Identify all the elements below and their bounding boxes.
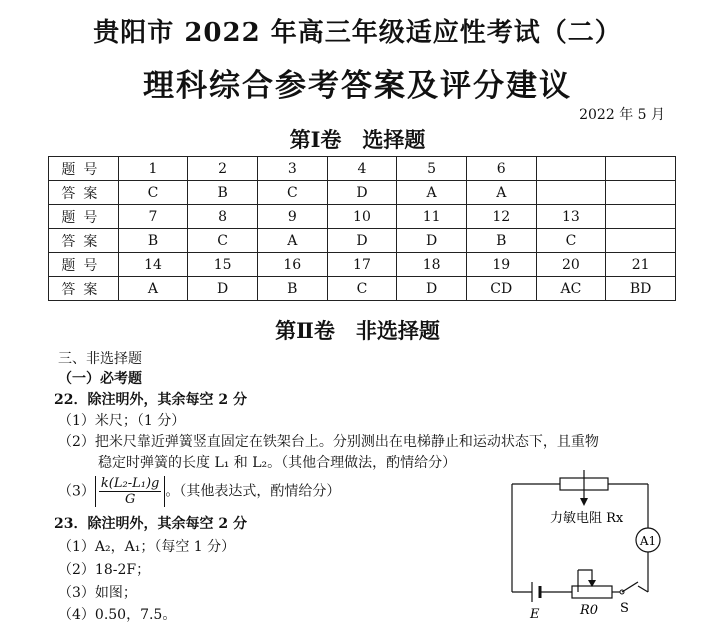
q22-answer-3-prefix: （3） — [58, 483, 95, 500]
exam-title: 贵阳市 2022 年高三年级适应性考试（二） — [93, 18, 622, 48]
question-cell: 6 — [466, 157, 536, 181]
question-cell: 9 — [257, 205, 327, 229]
question-cell: 8 — [188, 205, 258, 229]
answer-cell: A — [257, 229, 327, 253]
question-row-label: 题号 — [49, 157, 119, 181]
question-cell: 4 — [327, 157, 397, 181]
question-cell: 18 — [397, 253, 467, 277]
answer-cell: D — [397, 277, 467, 301]
q22-answer-1: （1）米尺；（1 分） — [58, 413, 186, 429]
answer-cell: C — [536, 229, 606, 253]
question-row-label: 题号 — [49, 253, 119, 277]
answer-row-label: 答案 — [49, 181, 119, 205]
answer-cell: AC — [536, 277, 606, 301]
battery-label: E — [530, 607, 540, 622]
q22-answer-2-line2: 稳定时弹簧的长度 L₁ 和 L₂。（其他合理做法，酌情给分） — [98, 455, 457, 471]
question-cell: 11 — [397, 205, 467, 229]
question-cell — [606, 157, 676, 181]
question-cell: 12 — [466, 205, 536, 229]
answer-cell: D — [397, 229, 467, 253]
part-three-label: 三、非选择题 — [58, 351, 142, 367]
question-row — [49, 157, 676, 181]
answer-row-label: 答案 — [49, 229, 119, 253]
answer-cell: A — [466, 181, 536, 205]
question-cell: 13 — [536, 205, 606, 229]
answer-row — [49, 277, 676, 301]
q23-title: 23．除注明外，其余每空 2 分 — [54, 516, 247, 532]
answer-cell — [606, 181, 676, 205]
question-cell: 19 — [466, 253, 536, 277]
q23-answer-1: （1）A₂，A₁；（每空 1 分） — [58, 539, 236, 555]
section1-heading: 第Ⅰ卷 选择题 — [289, 127, 426, 152]
section2-heading: 第Ⅱ卷 非选择题 — [275, 318, 440, 343]
answer-row-label: 答案 — [49, 277, 119, 301]
answer-cell: C — [118, 181, 188, 205]
question-cell — [536, 157, 606, 181]
answer-cell: A — [397, 181, 467, 205]
q22-answer-3-suffix: 。（其他表达式，酌情给分） — [165, 483, 341, 500]
required-questions-label: （一）必考题 — [58, 371, 142, 387]
answer-cell: C — [327, 277, 397, 301]
answer-cell: B — [257, 277, 327, 301]
answer-cell: A — [118, 277, 188, 301]
question-cell: 3 — [257, 157, 327, 181]
answer-cell: C — [188, 229, 258, 253]
answer-row — [49, 229, 676, 253]
answer-cell: BD — [606, 277, 676, 301]
question-cell: 20 — [536, 253, 606, 277]
answer-cell — [536, 181, 606, 205]
question-cell: 5 — [397, 157, 467, 181]
q22-answer-3 — [58, 476, 340, 507]
q23-answer-4: （4）0.50，7.5。 — [58, 607, 177, 623]
question-row — [49, 205, 676, 229]
answer-key-title: 理科综合参考答案及评分建议 — [143, 68, 572, 104]
answer-cell: B — [188, 181, 258, 205]
question-row-label: 题号 — [49, 205, 119, 229]
pressure-arrow-icon — [580, 498, 588, 506]
ammeter-label: A1 — [639, 534, 657, 548]
question-cell: 15 — [188, 253, 258, 277]
answer-cell: C — [257, 181, 327, 205]
q22-fraction-numerator: k(L₂-L₁)g — [100, 476, 160, 491]
sensor-label: 力敏电阻 Rx — [550, 511, 624, 526]
question-cell: 14 — [118, 253, 188, 277]
answer-cell: D — [188, 277, 258, 301]
question-cell: 2 — [188, 157, 258, 181]
answer-row — [49, 181, 676, 205]
q23-answer-2: （2）18-2F； — [58, 562, 151, 578]
q22-fraction-denominator: G — [124, 492, 136, 507]
q23-answer-3: （3）如图； — [58, 585, 137, 601]
question-cell: 21 — [606, 253, 676, 277]
question-cell — [606, 205, 676, 229]
question-cell: 1 — [118, 157, 188, 181]
exam-date: 2022 年 5 月 — [579, 107, 665, 123]
rheostat-label: R0 — [580, 603, 599, 618]
q22-fraction — [95, 476, 165, 507]
switch-label: S — [620, 601, 629, 616]
answer-cell: CD — [466, 277, 536, 301]
question-cell: 7 — [118, 205, 188, 229]
answer-cell: D — [327, 181, 397, 205]
q22-answer-2-line1: （2）把米尺靠近弹簧竖直固定在铁架台上。分别测出在电梯静止和运动状态下，且重物 — [58, 434, 599, 450]
question-cell: 16 — [257, 253, 327, 277]
question-cell: 10 — [327, 205, 397, 229]
question-row — [49, 253, 676, 277]
answer-cell: B — [466, 229, 536, 253]
answer-cell: B — [118, 229, 188, 253]
circuit-diagram — [500, 470, 715, 626]
question-cell: 17 — [327, 253, 397, 277]
answer-table — [48, 156, 676, 301]
answer-cell — [606, 229, 676, 253]
answer-cell: D — [327, 229, 397, 253]
q22-title: 22．除注明外，其余每空 2 分 — [54, 392, 247, 408]
